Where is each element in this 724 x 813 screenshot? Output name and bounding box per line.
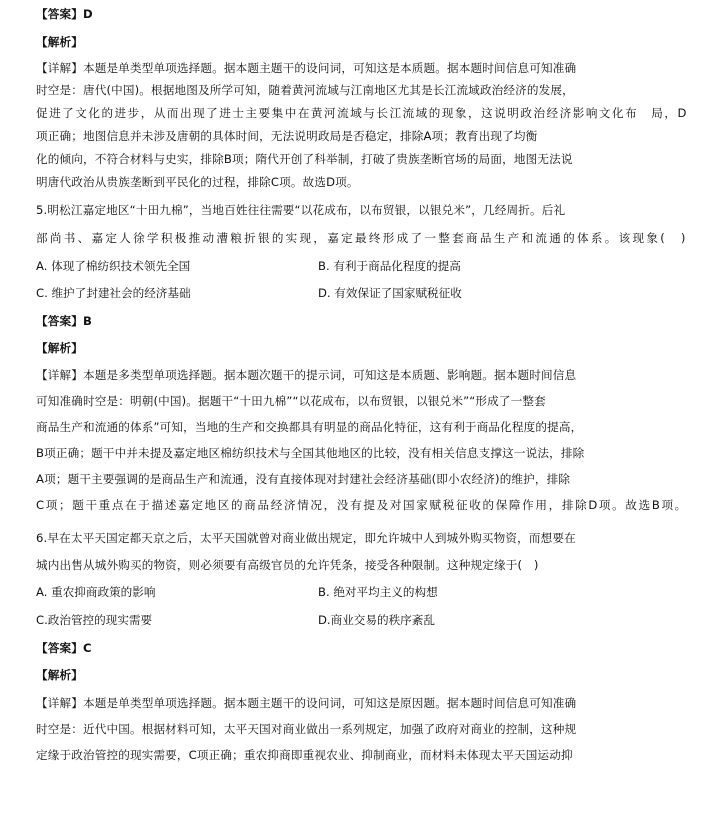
- answer-option: A. 体现了棉纺织技术领先全国: [36, 259, 191, 273]
- text-line: 明唐代政治从贵族垄断到平民化的过程，排除C项。故选D项。: [36, 175, 359, 189]
- text-line: 定缘于政治管控的现实需要，C项正确；重农抑商即重视农业、抑制商业，而材料未体现太平天国运动抑: [36, 748, 573, 762]
- text-line: 5.明松江嘉定地区“十田九棉”，当地百姓往往需要“以花成布，以布贸银，以银兑米”，几经周折。后礼: [36, 203, 566, 217]
- text-line: 部尚书、嘉定人徐学积极推动漕粮折银的实现，嘉定最终形成了一整套商品生产和流通的体系。该现象( ): [36, 231, 688, 245]
- text-line: 项正确；地图信息并未涉及唐朝的具体时间，无法说明政局是否稳定，排除A项；教育出现了均衡: [36, 129, 538, 143]
- text-line: 【详解】本题是单类型单项选择题。据本题主题干的设问词，可知这是原因题。据本题时间信息可知准确: [36, 696, 577, 710]
- text-line: 【解析】: [36, 668, 83, 682]
- text-line: 时空是：唐代(中国)。根据地图及所学可知，随着黄河流域与江南地区尤其是长江流域政治经济的发展，: [36, 83, 574, 97]
- answer-option: B. 绝对平均主义的构想: [318, 585, 438, 599]
- text-line: 商品生产和流通的体系”可知，当地的生产和交换都具有明显的商品化特征，这有利于商品化程度的提高，: [36, 420, 583, 434]
- text-line: C项；题干重点在于描述嘉定地区的商品经济情况，没有提及对国家赋税征收的保障作用，排除D项。故选B项。: [36, 498, 688, 512]
- text-line: 【解析】: [36, 35, 83, 49]
- text-line: 促进了文化的进步，从而出现了进士主要集中在黄河流域与长江流域的现象，这说明政治经济影响文化布 局，D: [36, 106, 688, 120]
- answer-option: B. 有利于商品化程度的提高: [318, 259, 461, 273]
- text-line: 时空是：近代中国。根据材料可知，太平天国对商业做出一系列规定，加强了政府对商业的控制，这种规: [36, 722, 577, 736]
- answer-option: D.商业交易的秩序紊乱: [318, 613, 435, 627]
- answer-option: C.政治管控的现实需要: [36, 613, 153, 627]
- text-line: A项；题干主要强调的是商品生产和流通，没有直接体现对封建社会经济基础(即小农经济)的维护，排除: [36, 472, 571, 486]
- answer-option: C. 维护了封建社会的经济基础: [36, 286, 191, 300]
- text-line: B项正确；题干中并未提及嘉定地区棉纺织技术与全国其他地区的比较，没有相关信息支撑这一说法，排除: [36, 446, 585, 460]
- answer-option: A. 重农抑商政策的影响: [36, 585, 156, 599]
- text-line: 【答案】B: [36, 314, 92, 328]
- text-line: 【答案】C: [36, 641, 92, 655]
- text-line: 城内出售从城外购买的物资，则必须要有高级官员的允许凭条，接受各种限制。这种规定缘于( ): [36, 558, 539, 572]
- answer-option: D. 有效保证了国家赋税征收: [318, 286, 462, 300]
- text-line: 【答案】D: [36, 7, 93, 21]
- text-line: 【解析】: [36, 341, 83, 355]
- text-line: 【详解】本题是单类型单项选择题。据本题主题干的设问词，可知这是本质题。据本题时间信息可知准确: [36, 61, 577, 75]
- text-line: 可知准确时空是：明朝(中国)。据题干“十田九棉”“以花成布，以布贸银，以银兑米”“形成了一整套: [36, 394, 546, 408]
- text-line: 化的倾向，不符合材料与史实，排除B项；隋代开创了科举制，打破了贵族垄断官场的局面，地图无法说: [36, 152, 573, 166]
- text-line: 【详解】本题是多类型单项选择题。据本题次题干的提示词，可知这是本质题、影响题。据本题时间信息: [36, 368, 577, 382]
- text-line: 6.早在太平天国定都天京之后，太平天国就曾对商业做出规定，即允许城中人到城外购买物资，而想要在: [36, 531, 576, 545]
